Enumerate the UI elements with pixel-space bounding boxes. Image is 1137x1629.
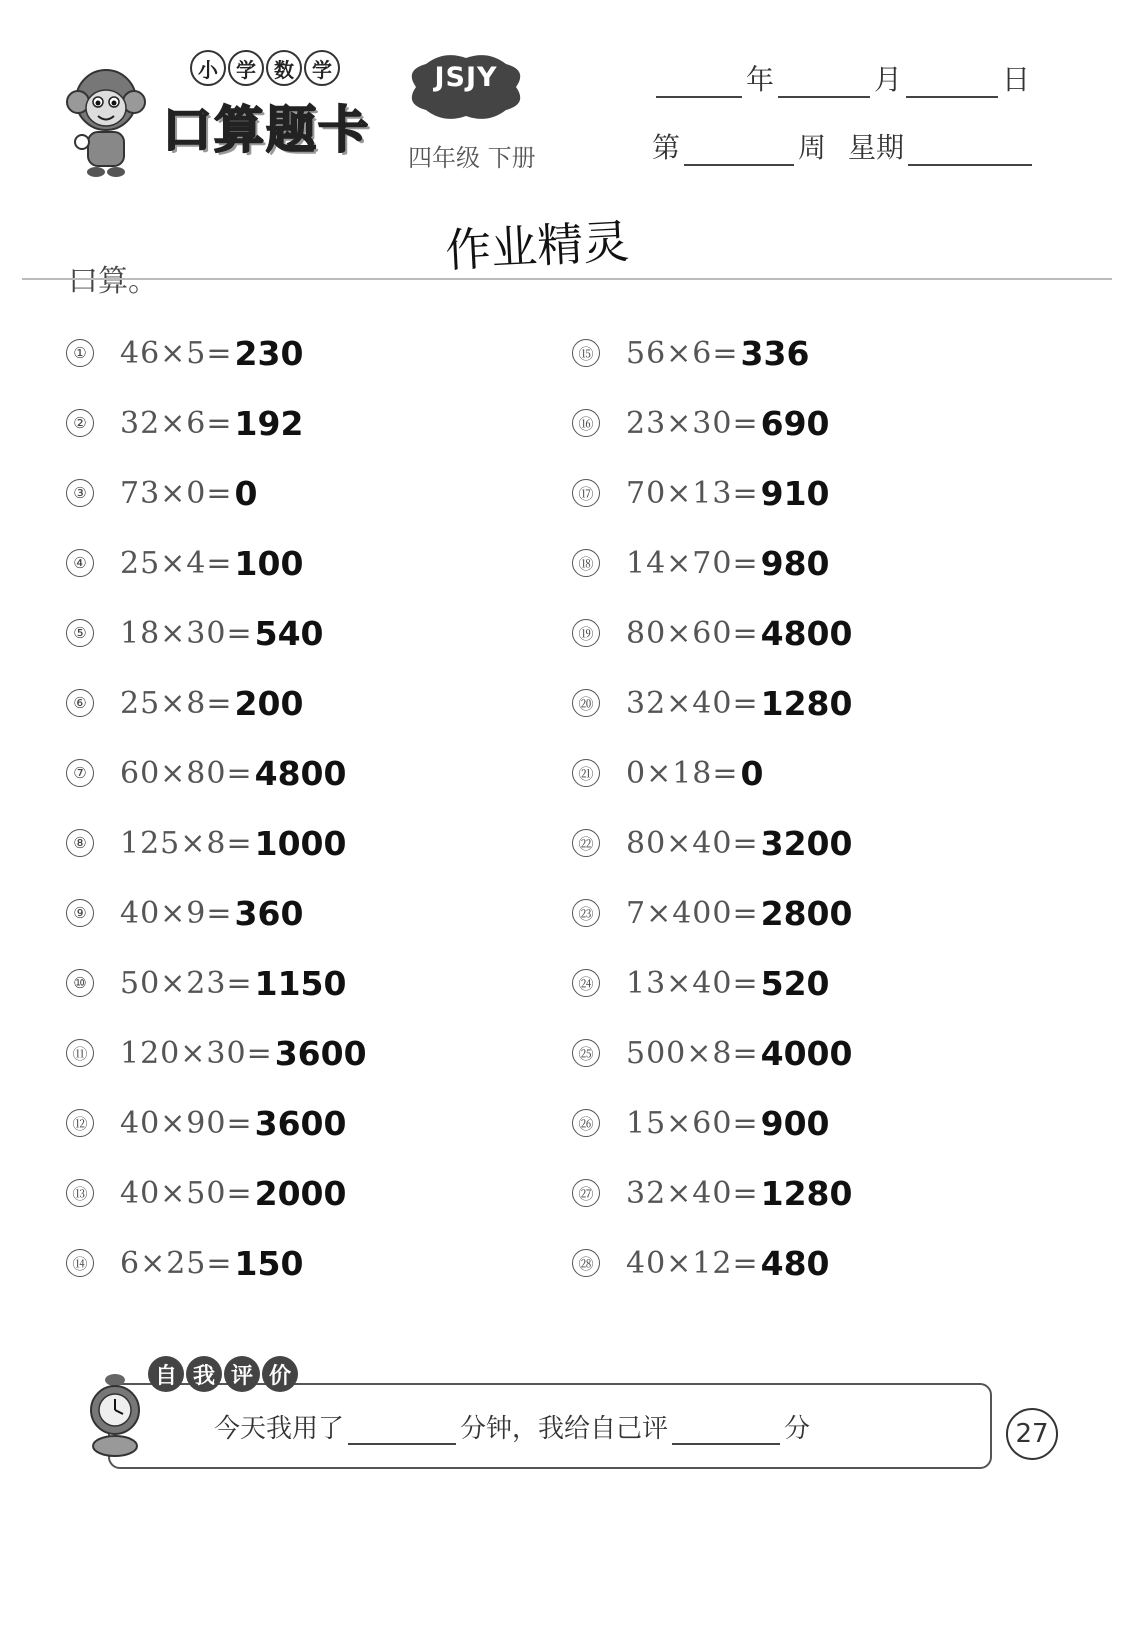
problem-number: ⑳ — [572, 689, 600, 717]
problem-item — [572, 598, 852, 668]
problem-answer: 360 — [234, 893, 304, 933]
problem-item — [66, 738, 367, 808]
problem-number: ⑥ — [66, 689, 94, 717]
week-line — [652, 126, 1036, 166]
problem-expression: 46×5= — [120, 335, 233, 371]
problem-number: ⑰ — [572, 479, 600, 507]
problem-answer: 2800 — [760, 893, 853, 933]
problem-answer: 690 — [760, 403, 830, 443]
problem-item — [66, 1158, 367, 1228]
day-blank[interactable] — [906, 68, 998, 98]
problem-expression: 32×40= — [626, 685, 759, 721]
problem-expression: 80×40= — [626, 825, 759, 861]
problem-answer: 4800 — [254, 753, 347, 793]
problem-answer: 910 — [760, 473, 830, 513]
problem-number: ⑲ — [572, 619, 600, 647]
problem-item — [66, 668, 367, 738]
eval-char: 评 — [224, 1356, 260, 1392]
problem-item — [66, 1228, 367, 1298]
problem-answer: 3200 — [760, 823, 853, 863]
problem-expression: 7×400= — [626, 895, 759, 931]
problem-expression: 23×30= — [626, 405, 759, 441]
problem-expression: 40×12= — [626, 1245, 759, 1281]
problem-answer: 4000 — [760, 1033, 853, 1073]
week-label: 周 — [798, 131, 827, 164]
publisher-badge-text: JSJY — [434, 62, 498, 93]
problem-number: ㉔ — [572, 969, 600, 997]
problem-expression: 25×4= — [120, 545, 233, 581]
handwritten-annotation: 作业精灵 — [443, 214, 631, 278]
eval-char: 自 — [148, 1356, 184, 1392]
problem-answer: 3600 — [254, 1103, 347, 1143]
problem-item — [572, 878, 852, 948]
problem-item — [572, 388, 852, 458]
problem-expression: 56×6= — [626, 335, 739, 371]
problem-number: ㉘ — [572, 1249, 600, 1277]
problem-expression: 13×40= — [626, 965, 759, 1001]
problem-number: ㉓ — [572, 899, 600, 927]
problem-item — [66, 878, 367, 948]
eval-text-part1: 今天我用了 — [214, 1414, 345, 1444]
self-evaluation-text — [214, 1408, 810, 1445]
day-label: 日 — [1002, 63, 1031, 96]
problem-expression: 32×6= — [120, 405, 233, 441]
problem-answer: 192 — [234, 403, 304, 443]
problem-expression: 60×80= — [120, 755, 253, 791]
problem-number: ⑩ — [66, 969, 94, 997]
problem-answer: 1150 — [254, 963, 347, 1003]
problem-number: ③ — [66, 479, 94, 507]
problem-answer: 150 — [234, 1243, 304, 1283]
problem-expression: 40×9= — [120, 895, 233, 931]
problem-expression: 32×40= — [626, 1175, 759, 1211]
problem-number: ⑭ — [66, 1249, 94, 1277]
problem-number: ㉕ — [572, 1039, 600, 1067]
problem-expression: 500×8= — [626, 1035, 759, 1071]
problem-item — [572, 458, 852, 528]
clock-mascot-icon — [80, 1370, 150, 1460]
problem-answer: 100 — [234, 543, 304, 583]
problem-item — [572, 1228, 852, 1298]
problem-answer: 900 — [760, 1103, 830, 1143]
problem-expression: 18×30= — [120, 615, 253, 651]
header-divider — [22, 278, 1112, 280]
problem-answer: 200 — [234, 683, 304, 723]
year-blank[interactable] — [656, 68, 742, 98]
problem-number: ① — [66, 339, 94, 367]
problem-item — [572, 668, 852, 738]
problem-number: ㉖ — [572, 1109, 600, 1137]
date-line — [652, 58, 1030, 98]
problem-number: ⑫ — [66, 1109, 94, 1137]
month-label: 月 — [874, 63, 903, 96]
problem-answer: 0 — [234, 473, 258, 513]
problem-answer: 4800 — [760, 613, 853, 653]
problem-item — [66, 948, 367, 1018]
problem-answer: 0 — [740, 753, 764, 793]
week-prefix-label: 第 — [652, 131, 681, 164]
eval-text-part2: 分钟，我给自己评 — [460, 1414, 669, 1444]
problem-item — [572, 528, 852, 598]
problem-expression: 80×60= — [626, 615, 759, 651]
self-evaluation-tag — [148, 1356, 298, 1392]
problem-answer: 1280 — [760, 683, 853, 723]
problem-expression: 0×18= — [626, 755, 739, 791]
problem-answer: 1280 — [760, 1173, 853, 1213]
problem-item — [572, 318, 852, 388]
problem-expression: 120×30= — [120, 1035, 273, 1071]
problem-expression: 15×60= — [626, 1105, 759, 1141]
series-char: 数 — [266, 50, 302, 86]
problem-expression: 50×23= — [120, 965, 253, 1001]
book-title: 口算题卡 — [162, 101, 370, 159]
problem-answer: 540 — [254, 613, 324, 653]
problem-expression: 40×90= — [120, 1105, 253, 1141]
week-number-blank[interactable] — [684, 136, 794, 166]
problem-answer: 520 — [760, 963, 830, 1003]
problem-number: ㉒ — [572, 829, 600, 857]
monkey-mascot-icon — [58, 60, 154, 180]
problem-expression: 25×8= — [120, 685, 233, 721]
problem-item — [66, 808, 367, 878]
problem-item — [572, 1018, 852, 1088]
problem-expression: 14×70= — [626, 545, 759, 581]
problem-answer: 1000 — [254, 823, 347, 863]
eval-char: 价 — [262, 1356, 298, 1392]
series-badges — [190, 50, 340, 86]
problem-expression: 125×8= — [120, 825, 253, 861]
problem-number: ⑦ — [66, 759, 94, 787]
problem-expression: 70×13= — [626, 475, 759, 511]
problem-item — [66, 598, 367, 668]
weekday-label: 星期 — [848, 131, 905, 164]
problem-number: ⑱ — [572, 549, 600, 577]
problem-column-left — [66, 318, 367, 1298]
problem-number: ⑯ — [572, 409, 600, 437]
problem-item — [66, 388, 367, 458]
problem-number: ② — [66, 409, 94, 437]
problem-expression: 40×50= — [120, 1175, 253, 1211]
problem-item — [66, 318, 367, 388]
problem-item — [572, 1088, 852, 1158]
problem-answer: 480 — [760, 1243, 830, 1283]
problem-item — [572, 948, 852, 1018]
problem-number: ㉗ — [572, 1179, 600, 1207]
problem-number: ⑧ — [66, 829, 94, 857]
problem-answer: 3600 — [274, 1033, 367, 1073]
problem-number: ⑮ — [572, 339, 600, 367]
problem-item — [66, 528, 367, 598]
month-blank[interactable] — [778, 68, 870, 98]
problem-number: ⑪ — [66, 1039, 94, 1067]
problem-number: ⑤ — [66, 619, 94, 647]
eval-char: 我 — [186, 1356, 222, 1392]
score-blank[interactable] — [672, 1415, 780, 1445]
problem-number: ④ — [66, 549, 94, 577]
problem-item — [572, 738, 852, 808]
problem-expression: 6×25= — [120, 1245, 233, 1281]
problem-answer: 336 — [740, 333, 810, 373]
problem-item — [66, 1088, 367, 1158]
series-char: 小 — [190, 50, 226, 86]
problem-item — [572, 808, 852, 878]
problem-answer: 980 — [760, 543, 830, 583]
problem-expression: 73×0= — [120, 475, 233, 511]
problem-number: ㉑ — [572, 759, 600, 787]
problem-item — [66, 458, 367, 528]
page-number: 27 — [1006, 1408, 1058, 1460]
problem-answer: 2000 — [254, 1173, 347, 1213]
section-label: 口算。 — [68, 264, 158, 299]
grade-label: 四年级 下册 — [408, 144, 536, 172]
weekday-blank[interactable] — [908, 136, 1032, 166]
minutes-blank[interactable] — [348, 1415, 456, 1445]
series-char: 学 — [228, 50, 264, 86]
problem-item — [66, 1018, 367, 1088]
series-char: 学 — [304, 50, 340, 86]
problem-item — [572, 1158, 852, 1228]
problem-number: ⑨ — [66, 899, 94, 927]
eval-text-part3: 分 — [784, 1414, 811, 1444]
problem-answer: 230 — [234, 333, 304, 373]
problem-column-right — [572, 318, 852, 1298]
problem-number: ⑬ — [66, 1179, 94, 1207]
year-label: 年 — [746, 63, 775, 96]
